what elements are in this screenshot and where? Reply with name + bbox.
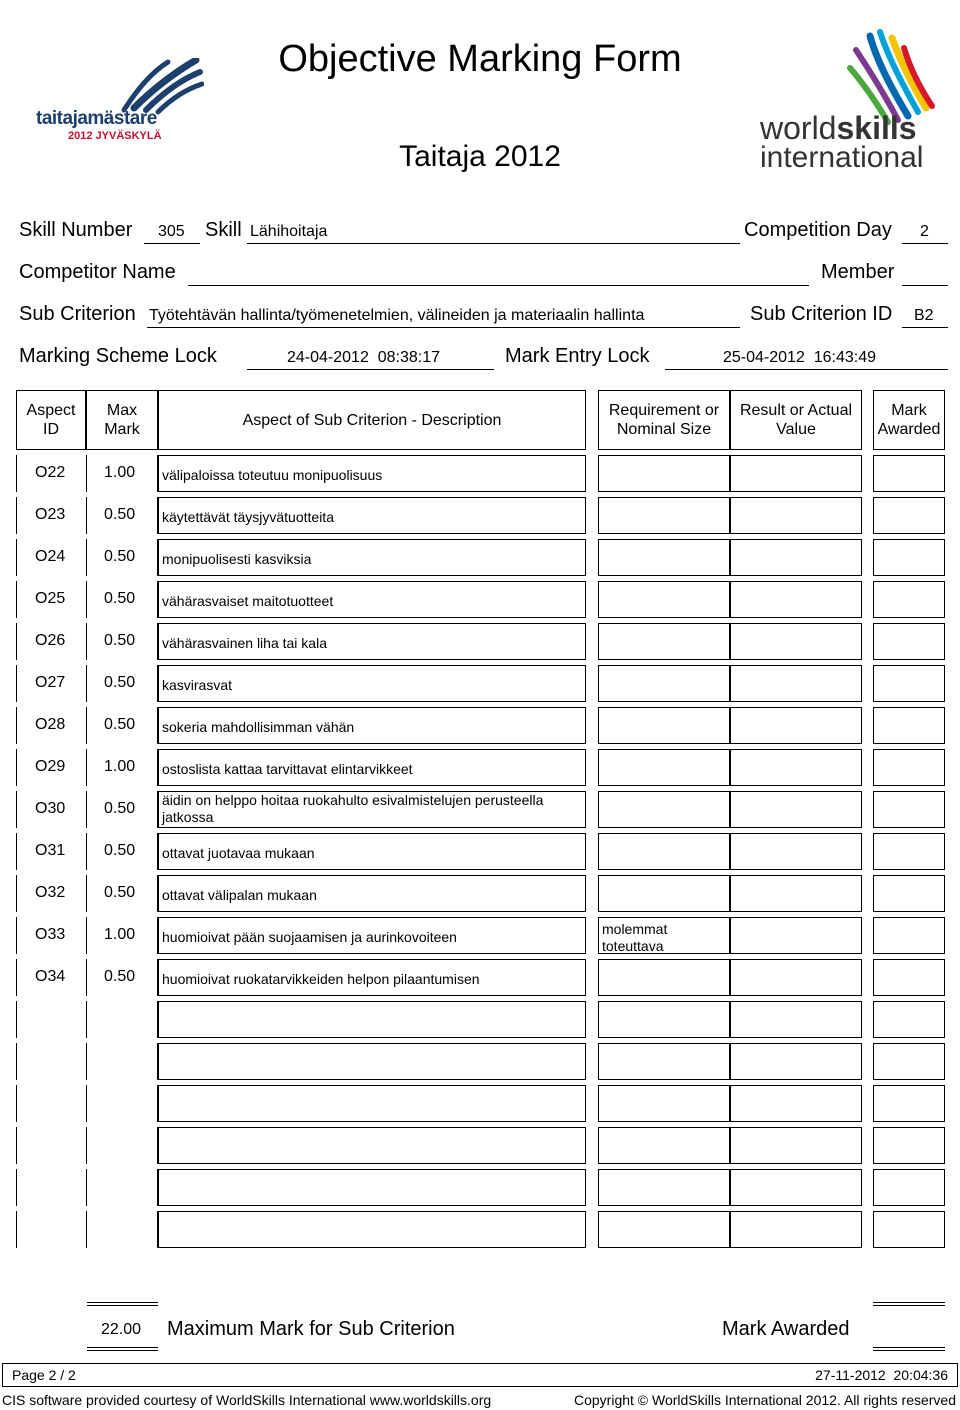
awarded-double-rule-top	[873, 1302, 945, 1306]
sub-criterion-value: Työtehtävän hallinta/työmenetelmien, välineiden ja materiaalin hallinta	[149, 307, 645, 324]
aspect-description: sokeria mahdollisimman vähän	[162, 719, 355, 735]
total-double-rule-bottom	[87, 1347, 158, 1351]
worldskills-world: world	[760, 110, 837, 146]
marking-scheme-lock-underline	[247, 369, 494, 370]
header-aspect-id: Aspect ID	[16, 390, 86, 450]
page-title: Objective Marking Form	[278, 38, 682, 80]
requirement: molemmat toteuttava	[602, 921, 668, 954]
skill-label: Skill	[205, 219, 242, 241]
marking-scheme-lock-label: Marking Scheme Lock	[19, 345, 217, 367]
cell-desc	[158, 1043, 586, 1080]
aspect-id: O24	[35, 548, 66, 565]
max-mark-label: Maximum Mark for Sub Criterion	[167, 1318, 455, 1340]
aspect-id: O29	[35, 758, 66, 775]
max-mark-total: 22.00	[101, 1321, 142, 1338]
cell-id	[16, 1001, 86, 1038]
skill-value: Lähihoitaja	[250, 223, 328, 240]
cell-req	[598, 1127, 730, 1164]
cell-req	[598, 707, 730, 744]
cell-res[interactable]	[730, 791, 862, 828]
cell-res[interactable]	[730, 959, 862, 996]
cell-aw[interactable]	[873, 1127, 945, 1164]
cell-req	[598, 455, 730, 492]
aspect-description: huomioivat pään suojaamisen ja aurinkovoiteen	[162, 929, 457, 945]
event-name: Taitaja 2012	[399, 140, 561, 173]
cell-aw[interactable]	[873, 581, 945, 618]
cell-aw[interactable]	[873, 455, 945, 492]
aspect-id: O32	[35, 884, 66, 901]
cell-req	[598, 497, 730, 534]
taitaja-wordmark: taitajamästare	[36, 108, 157, 129]
cell-aw[interactable]	[873, 959, 945, 996]
max-mark: 1.00	[104, 926, 136, 943]
aspect-description: monipuolisesti kasviksia	[162, 551, 312, 567]
cell-req	[598, 1043, 730, 1080]
member-underline	[902, 285, 948, 286]
sub-criterion-underline	[147, 327, 740, 328]
skill-number-label: Skill Number	[19, 219, 133, 241]
aspect-id: O28	[35, 716, 66, 733]
skill-underline	[247, 243, 740, 244]
cell-max	[86, 1001, 158, 1038]
aspect-id: O34	[35, 968, 66, 985]
cell-req	[598, 875, 730, 912]
max-mark: 0.50	[104, 506, 136, 523]
competition-day-label: Competition Day	[744, 219, 892, 241]
aspect-id: O30	[35, 800, 66, 817]
cell-res[interactable]	[730, 707, 862, 744]
max-mark: 0.50	[104, 842, 136, 859]
header-max-mark: Max Mark	[86, 390, 158, 450]
max-mark: 0.50	[104, 590, 136, 607]
aspect-id: O26	[35, 632, 66, 649]
header-requirement: Requirement or Nominal Size	[598, 390, 730, 450]
software-credit: CIS software provided courtesy of WorldSkills International www.worldskills.org	[2, 1392, 492, 1408]
sub-criterion-id-underline	[902, 327, 948, 328]
cell-desc	[158, 1001, 586, 1038]
cell-aw[interactable]	[873, 497, 945, 534]
cell-res[interactable]	[730, 1001, 862, 1038]
print-timestamp: 27-11-2012 20:04:36	[815, 1367, 948, 1383]
cell-id	[16, 1085, 86, 1122]
aspect-description: kasvirasvat	[162, 677, 233, 693]
max-mark: 0.50	[104, 968, 136, 985]
cell-res[interactable]	[730, 1127, 862, 1164]
cell-aw[interactable]	[873, 833, 945, 870]
taitaja-subline: 2012 JYVÄSKYLÄ	[68, 130, 162, 142]
header-description: Aspect of Sub Criterion - Description	[158, 390, 586, 450]
cell-req	[598, 623, 730, 660]
cell-req	[598, 581, 730, 618]
competition-day-underline	[902, 243, 948, 244]
aspect-description: ottavat välipalan mukaan	[162, 887, 317, 903]
competitor-name-underline	[188, 285, 809, 286]
cell-res[interactable]	[730, 1085, 862, 1122]
aspect-id: O22	[35, 464, 66, 481]
header-mark-awarded: Mark Awarded	[873, 390, 945, 450]
cell-desc	[158, 1127, 586, 1164]
mark-entry-lock-value: 25-04-2012 16:43:49	[723, 349, 877, 366]
cell-req	[598, 749, 730, 786]
cell-req	[598, 791, 730, 828]
cell-max	[86, 1169, 158, 1206]
cell-max	[86, 1211, 158, 1248]
cell-aw[interactable]	[873, 749, 945, 786]
cell-max	[86, 1085, 158, 1122]
member-label: Member	[821, 261, 895, 283]
aspect-description: äidin on helppo hoitaa ruokahulto esivalmistelujen perusteella jatkossa	[162, 792, 544, 825]
cell-res[interactable]	[730, 1043, 862, 1080]
cell-req	[598, 959, 730, 996]
header-result: Result or Actual Value	[730, 390, 862, 450]
cell-res[interactable]	[730, 749, 862, 786]
cell-aw[interactable]	[873, 665, 945, 702]
awarded-double-rule-bottom	[873, 1347, 945, 1351]
sub-criterion-id-label: Sub Criterion ID	[750, 303, 893, 325]
max-mark: 0.50	[104, 674, 136, 691]
marking-scheme-lock-value: 24-04-2012 08:38:17	[287, 349, 441, 366]
total-double-rule-top	[87, 1302, 158, 1306]
max-mark: 0.50	[104, 632, 136, 649]
aspect-id: O33	[35, 926, 66, 943]
cell-aw[interactable]	[873, 623, 945, 660]
cell-req	[598, 1169, 730, 1206]
cell-res[interactable]	[730, 875, 862, 912]
aspect-description: välipaloissa toteutuu monipuolisuus	[162, 467, 383, 483]
worldskills-line2: international	[760, 141, 924, 174]
cell-res[interactable]	[730, 665, 862, 702]
cell-res[interactable]	[730, 539, 862, 576]
cell-aw[interactable]	[873, 791, 945, 828]
cell-req	[598, 665, 730, 702]
max-mark: 1.00	[104, 464, 136, 481]
cell-max	[86, 1043, 158, 1080]
cell-aw[interactable]	[873, 875, 945, 912]
cell-desc	[158, 1169, 586, 1206]
cell-aw[interactable]	[873, 1043, 945, 1080]
aspect-id: O23	[35, 506, 66, 523]
max-mark: 0.50	[104, 800, 136, 817]
cell-res[interactable]	[730, 623, 862, 660]
mark-entry-lock-underline	[665, 369, 948, 370]
cell-aw[interactable]	[873, 1001, 945, 1038]
cell-res[interactable]	[730, 581, 862, 618]
aspect-description: ostoslista kattaa tarvittavat elintarvikkeet	[162, 761, 413, 777]
cell-id	[16, 1211, 86, 1248]
cell-aw[interactable]	[873, 539, 945, 576]
aspect-description: vähärasvaiset maitotuotteet	[162, 593, 334, 609]
cell-res[interactable]	[730, 917, 862, 954]
cell-id	[16, 1169, 86, 1206]
cell-aw[interactable]	[873, 1169, 945, 1206]
cell-res[interactable]	[730, 497, 862, 534]
max-mark: 0.50	[104, 884, 136, 901]
cell-res[interactable]	[730, 1169, 862, 1206]
cell-id	[16, 1043, 86, 1080]
cell-desc	[158, 1085, 586, 1122]
competitor-name-label: Competitor Name	[19, 261, 176, 283]
cell-res[interactable]	[730, 455, 862, 492]
skill-number-underline	[144, 243, 200, 244]
aspect-description: käytettävät täysjyvätuotteita	[162, 509, 334, 525]
cell-aw[interactable]	[873, 1211, 945, 1248]
cell-req	[598, 1001, 730, 1038]
mark-entry-lock-label: Mark Entry Lock	[505, 345, 650, 367]
mark-awarded-label: Mark Awarded	[722, 1318, 850, 1340]
max-mark: 0.50	[104, 548, 136, 565]
competition-day-value: 2	[920, 223, 929, 240]
cell-aw[interactable]	[873, 917, 945, 954]
aspect-description: ottavat juotavaa mukaan	[162, 845, 315, 861]
cell-req	[598, 539, 730, 576]
cell-aw[interactable]	[873, 1085, 945, 1122]
max-mark: 1.00	[104, 758, 136, 775]
copyright-notice: Copyright © WorldSkills International 2012. All rights reserved	[573, 1392, 956, 1408]
cell-res[interactable]	[730, 1211, 862, 1248]
aspect-description: vähärasvainen liha tai kala	[162, 635, 327, 651]
cell-id	[16, 1127, 86, 1164]
cell-req	[598, 1211, 730, 1248]
page-number: Page 2 / 2	[12, 1367, 76, 1383]
sub-criterion-label: Sub Criterion	[19, 303, 136, 325]
cell-res[interactable]	[730, 833, 862, 870]
cell-req	[598, 1085, 730, 1122]
aspect-description: huomioivat ruokatarvikkeiden helpon pilaantumisen	[162, 971, 480, 987]
cell-req	[598, 833, 730, 870]
max-mark: 0.50	[104, 716, 136, 733]
cell-aw[interactable]	[873, 707, 945, 744]
skill-number-value: 305	[158, 223, 185, 240]
aspect-id: O25	[35, 590, 66, 607]
cell-max	[86, 1127, 158, 1164]
sub-criterion-id-value: B2	[914, 307, 934, 324]
cell-desc	[158, 1211, 586, 1248]
aspect-id: O27	[35, 674, 66, 691]
worldskills-skills: skills	[836, 110, 917, 146]
aspect-id: O31	[35, 842, 66, 859]
